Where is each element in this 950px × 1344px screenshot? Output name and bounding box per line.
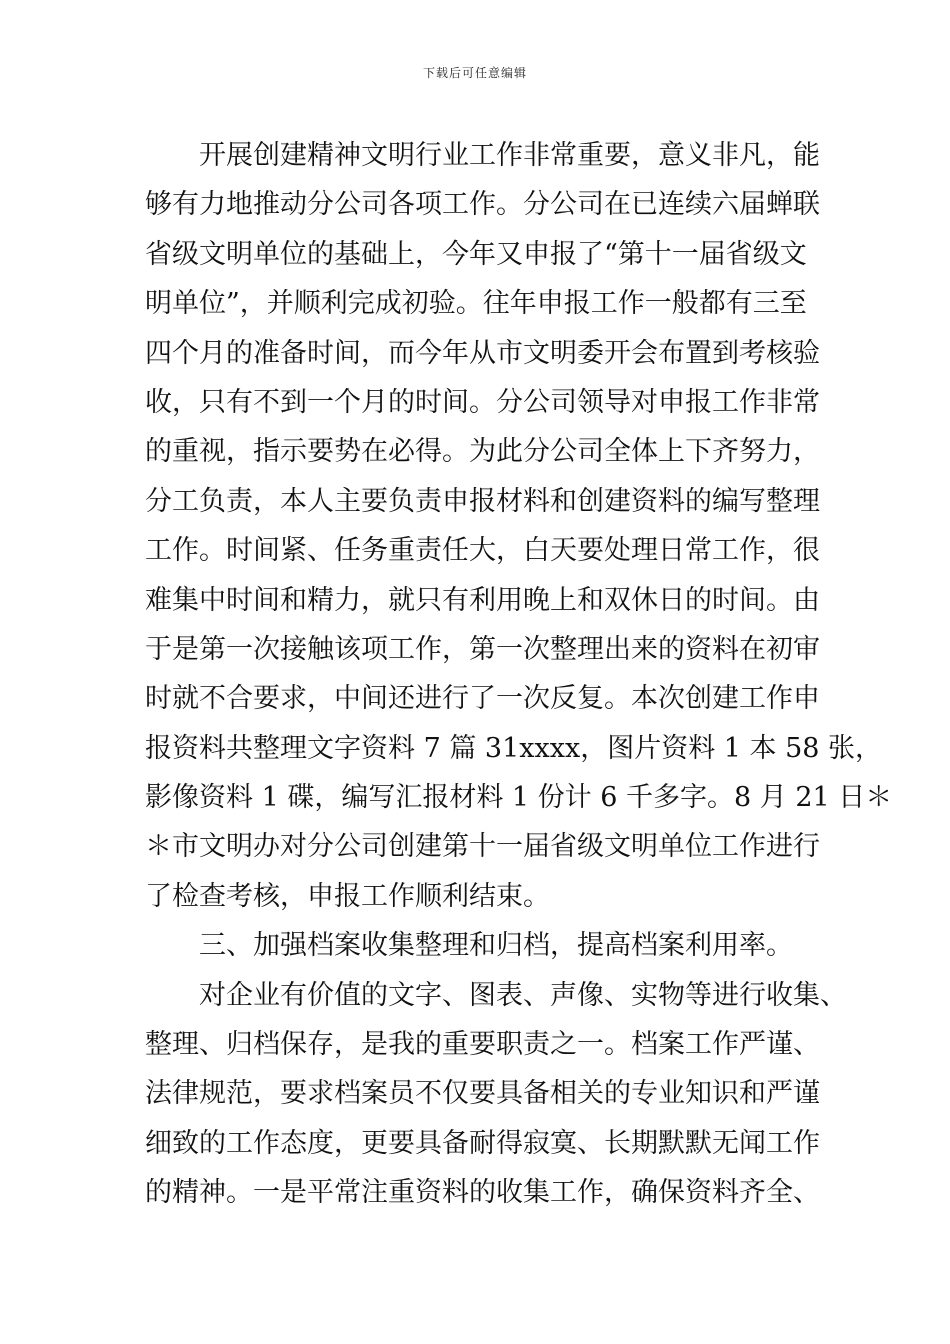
paragraph-line: 分工负责，本人主要负责申报材料和创建资料的编写整理 (145, 485, 820, 517)
paragraph-line: 于是第一次接触该项工作，第一次整理出来的资料在初审 (145, 633, 820, 665)
paragraph-line: 时就不合要求，中间还进行了一次反复。本次创建工作申 (145, 683, 820, 715)
paragraph-line: 影像资料 1 碟，编写汇报材料 1 份计 6 千多字。8 月 21 日＊ (145, 782, 893, 814)
section-heading: 三、加强档案收集整理和归档，提高档案利用率。 (199, 930, 793, 962)
document-body (145, 131, 893, 1218)
paragraph-line: 的重视，指示要势在必得。为此分公司全体上下齐努力， (145, 436, 820, 468)
paragraph-line: 的精神。一是平常注重资料的收集工作，确保资料齐全、 (145, 1177, 820, 1209)
paragraph-line: 法律规范，要求档案员不仅要具备相关的专业知识和严谨 (145, 1078, 820, 1110)
paragraph-line: 工作。时间紧、任务重责任大，白天要处理日常工作，很 (145, 535, 820, 567)
paragraph-line: 够有力地推动分公司各项工作。分公司在已连续六届蝉联 (145, 189, 820, 221)
paragraph-line: 报资料共整理文字资料 7 篇 31xxxx，图片资料 1 本 58 张， (145, 732, 883, 764)
paragraph-line: 对企业有价值的文字、图表、声像、实物等进行收集、 (199, 979, 847, 1011)
paragraph-line: 细致的工作态度，更要具备耐得寂寞、长期默默无闻工作 (145, 1127, 820, 1159)
paragraph-line: 难集中时间和精力，就只有利用晚上和双休日的时间。由 (145, 584, 820, 616)
paragraph-line: ＊市文明办对分公司创建第十一届省级文明单位工作进行 (145, 831, 820, 863)
paragraph-line: 四个月的准备时间，而今年从市文明委开会布置到考核验 (145, 337, 820, 369)
paragraph-line: 了检查考核，申报工作顺利结束。 (145, 880, 550, 912)
paragraph-line: 明单位”，并顺利完成初验。往年申报工作一般都有三至 (145, 288, 807, 320)
paragraph-line: 收，只有不到一个月的时间。分公司领导对申报工作非常 (145, 386, 820, 418)
paragraph-line: 开展创建精神文明行业工作非常重要，意义非凡，能 (199, 140, 820, 171)
page-header-note: 下载后可任意编辑 (422, 66, 527, 80)
paragraph-line: 省级文明单位的基础上，今年又申报了“第十一届省级文 (145, 238, 807, 270)
paragraph-line: 整理、归档保存，是我的重要职责之一。档案工作严谨、 (145, 1029, 820, 1061)
